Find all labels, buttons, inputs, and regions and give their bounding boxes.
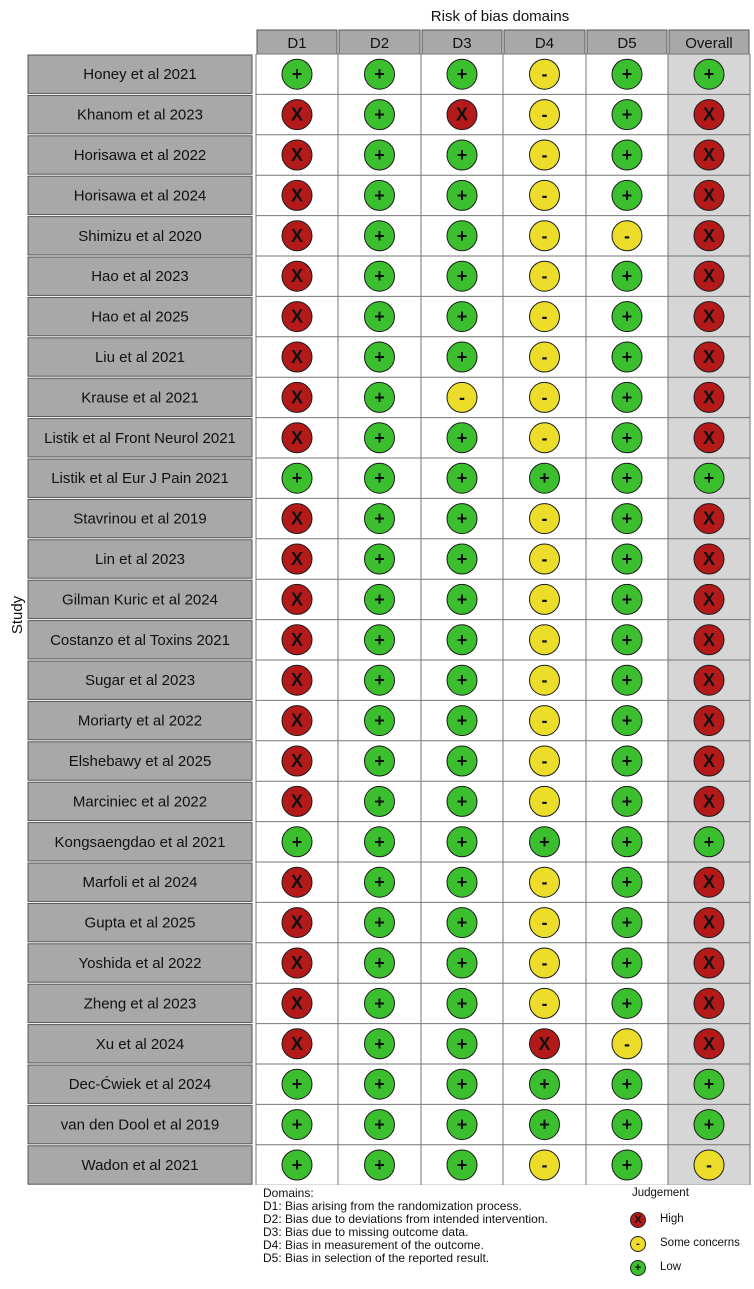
judgement-symbol: + — [621, 912, 633, 933]
judgement-symbol: + — [374, 387, 385, 408]
judgement-symbol: + — [621, 347, 633, 367]
judgement-symbol: + — [374, 791, 385, 812]
domains-legend-item-d3: D3: Bias due to missing outcome data. — [263, 1225, 469, 1239]
judgement-symbol: + — [621, 306, 633, 327]
study-label: Gupta et al 2025 — [84, 914, 196, 932]
judgement-symbol: + — [374, 912, 385, 933]
judgement-symbol: - — [541, 589, 548, 610]
judgement-symbol: - — [541, 225, 548, 246]
study-label: Costanzo et al Toxins 2021 — [50, 631, 230, 649]
judgement-symbol: - — [459, 387, 465, 408]
judgement-symbol: + — [456, 1074, 468, 1095]
judgement-symbol: X — [702, 751, 716, 771]
judgement-symbol: X — [702, 104, 716, 125]
judgement-symbol: + — [621, 64, 633, 85]
high-risk-icon: X — [630, 1212, 646, 1228]
study-label: Marciniec et al 2022 — [72, 793, 208, 811]
domains-legend-item-d5: D5: Bias in selection of the reported result. — [263, 1251, 490, 1265]
judgement-symbol: X — [702, 953, 716, 973]
study-label: Wadon et al 2021 — [81, 1157, 199, 1174]
study-label: Sugar et al 2023 — [84, 672, 196, 690]
y-axis-label: Study — [9, 595, 26, 635]
study-label: Listik et al Eur J Pain 2021 — [51, 470, 229, 488]
judgement-symbol: + — [456, 1114, 468, 1135]
judgement-symbol: X — [290, 589, 304, 610]
judgement-symbol: X — [455, 104, 469, 125]
judgement-symbol: X — [702, 993, 716, 1014]
judgement-symbol: + — [539, 468, 550, 489]
study-label: Elshebawy et al 2025 — [68, 753, 212, 770]
judgement-symbol: + — [456, 953, 468, 973]
judgement-symbol: + — [621, 508, 633, 529]
judgement-symbol: + — [621, 710, 633, 731]
judgement-symbol: X — [702, 1033, 716, 1054]
judgement-symbol: X — [702, 347, 716, 367]
judgement-symbol: X — [702, 872, 716, 893]
judgement-symbol: + — [703, 831, 715, 852]
judgement-symbol: X — [290, 549, 304, 569]
judgement-symbol: + — [456, 751, 468, 771]
judgement-symbol: - — [541, 872, 548, 893]
judgement-symbol: X — [290, 347, 304, 367]
domain-header-row — [257, 30, 749, 54]
judgement-symbol: X — [290, 185, 304, 206]
judgement-symbol: - — [624, 225, 630, 246]
judgement-symbol: + — [374, 225, 385, 246]
judgement-symbol: + — [374, 306, 385, 327]
judgement-symbol: - — [541, 306, 548, 327]
column-header-overall: Overall — [685, 35, 733, 52]
judgement-symbol: - — [541, 912, 548, 933]
judgement-symbol: + — [374, 185, 385, 206]
judgement-symbol: + — [456, 549, 468, 569]
judgement-symbol: - — [541, 993, 548, 1014]
judgement-symbol: - — [541, 64, 548, 85]
judgement-symbol: + — [291, 64, 303, 85]
judgement-symbol: X — [702, 306, 716, 327]
judgement-symbol: + — [374, 670, 385, 691]
judgement-symbol: - — [624, 1033, 630, 1054]
judgement-symbol: + — [374, 1074, 385, 1095]
study-label: Zheng et al 2023 — [83, 995, 197, 1013]
judgement-symbol: + — [621, 791, 633, 812]
judgement-symbol: + — [456, 710, 468, 731]
study-label: Listik et al Front Neurol 2021 — [44, 429, 236, 447]
judgement-symbol: + — [621, 953, 633, 973]
judgement-symbol: + — [374, 549, 385, 569]
study-label: Hao et al 2025 — [91, 308, 189, 326]
judgement-symbol: + — [621, 872, 633, 893]
judgement-symbol: - — [541, 549, 548, 569]
study-label: Dec-Ćwiek et al 2024 — [68, 1076, 212, 1094]
judgement-symbol: - — [706, 1155, 712, 1175]
judgement-symbol: + — [456, 468, 468, 489]
judgement-symbol: X — [702, 145, 716, 165]
judgement-symbol: + — [456, 670, 468, 691]
judgement-symbol: - — [541, 185, 548, 206]
judgement-symbol: X — [702, 791, 716, 812]
judgement-symbol: + — [621, 751, 633, 771]
judgement-symbol: + — [539, 831, 550, 852]
judgement-symbol: + — [374, 710, 385, 731]
judgement-legend-some-label: Some concerns — [660, 1237, 740, 1249]
study-label: Horisawa et al 2024 — [73, 187, 207, 205]
judgement-symbol: + — [456, 993, 468, 1014]
study-label: Kongsaengdao et al 2021 — [54, 833, 226, 851]
judgement-symbol: + — [456, 912, 468, 933]
judgement-symbol: X — [702, 549, 716, 569]
study-label: Shimizu et al 2020 — [78, 227, 202, 245]
study-label: Hao et al 2023 — [91, 268, 189, 286]
judgement-symbol: X — [290, 629, 304, 650]
judgement-symbol: + — [621, 670, 633, 691]
judgement-symbol: - — [541, 670, 548, 691]
judgement-symbol: + — [539, 1114, 550, 1135]
judgement-symbol: + — [621, 993, 633, 1014]
judgement-symbol: - — [541, 953, 548, 973]
judgement-symbol: + — [374, 872, 385, 893]
judgement-symbol: + — [374, 831, 385, 852]
judgement-symbol: + — [703, 1114, 715, 1135]
chart-title: Risk of bias domains — [430, 8, 570, 25]
column-header-d2: D2 — [369, 35, 390, 52]
judgement-symbol: + — [621, 1074, 633, 1095]
judgement-symbol: + — [374, 508, 385, 529]
judgement-symbol: + — [456, 1155, 468, 1175]
judgement-symbol: + — [291, 1114, 303, 1135]
judgement-symbol: X — [290, 104, 304, 125]
judgement-symbol: - — [541, 347, 548, 367]
study-label: Yoshida et al 2022 — [78, 955, 202, 972]
study-label: Xu et al 2024 — [95, 1035, 185, 1053]
column-header-d3: D3 — [452, 35, 472, 52]
study-label: Liu et al 2021 — [94, 349, 186, 366]
judgement-symbol: - — [541, 710, 548, 731]
judgement-symbol: X — [290, 1033, 304, 1054]
judgement-symbol: X — [290, 751, 304, 771]
judgement-symbol: + — [621, 185, 633, 206]
study-label: Krause et al 2021 — [81, 389, 199, 407]
judgement-symbol: + — [456, 347, 468, 367]
judgement-symbol: X — [290, 993, 304, 1014]
judgement-symbol: + — [621, 1155, 633, 1175]
judgement-symbol: + — [374, 953, 385, 973]
judgement-symbol: - — [541, 104, 548, 125]
judgement-symbol: X — [702, 266, 716, 287]
judgement-symbol: + — [374, 468, 385, 489]
judgement-symbol: + — [456, 145, 468, 165]
judgement-symbol: - — [541, 427, 548, 448]
judgement-symbol: + — [374, 751, 385, 771]
judgement-legend-low-label: Low — [660, 1261, 682, 1273]
judgement-symbol: + — [456, 508, 468, 529]
judgement-symbol: + — [456, 791, 468, 812]
low-risk-icon: + — [630, 1260, 646, 1276]
judgement-symbol: X — [290, 427, 304, 448]
study-label-column — [28, 55, 252, 1184]
judgement-symbol: + — [374, 993, 385, 1014]
judgement-symbol: - — [541, 791, 548, 812]
judgement-symbol: X — [290, 710, 304, 731]
judgement-symbol: - — [541, 387, 548, 408]
judgement-symbol: X — [290, 508, 304, 529]
domains-legend-item-d4: D4: Bias in measurement of the outcome. — [263, 1238, 484, 1252]
study-label: Honey et al 2021 — [83, 66, 197, 84]
judgement-symbol: + — [456, 589, 468, 610]
judgement-symbol: + — [703, 1074, 715, 1095]
judgement-symbol: X — [702, 710, 716, 731]
domains-legend — [263, 1187, 548, 1265]
judgement-symbol: X — [702, 670, 716, 691]
judgement-symbol: X — [290, 266, 304, 287]
judgement-symbol: + — [374, 1033, 385, 1054]
judgement-symbol: + — [374, 104, 385, 125]
judgement-legend-title: Judgement — [632, 1187, 689, 1199]
judgement-symbol: + — [456, 1033, 468, 1054]
judgement-symbol: - — [541, 508, 548, 529]
column-header-d4: D4 — [534, 35, 555, 52]
judgement-symbol: + — [374, 629, 385, 650]
judgement-symbol: + — [621, 266, 633, 287]
study-label: Marfoli et al 2024 — [82, 874, 198, 892]
judgement-symbol: + — [291, 1155, 303, 1175]
study-label: Gilman Kuric et al 2024 — [62, 591, 218, 609]
judgement-symbol: + — [374, 347, 385, 367]
judgement-symbol: X — [702, 629, 716, 650]
judgement-symbol: X — [290, 306, 304, 327]
judgement-symbol: + — [621, 427, 633, 448]
judgement-symbol: + — [291, 1074, 303, 1095]
judgement-symbol: + — [621, 831, 633, 852]
judgement-symbol: + — [621, 589, 633, 610]
judgement-symbol: X — [290, 912, 304, 933]
domains-legend-item-d2: D2: Bias due to deviations from intended intervention. — [263, 1212, 548, 1226]
study-label: Moriarty et al 2022 — [77, 712, 203, 730]
judgement-symbol: + — [374, 1114, 385, 1135]
judgement-symbol: - — [541, 1155, 548, 1175]
domains-legend-item-d1: D1: Bias arising from the randomization process. — [263, 1199, 522, 1213]
judgement-symbol: + — [456, 306, 468, 327]
judgement-symbol: + — [374, 427, 385, 448]
judgement-symbol: X — [290, 953, 304, 973]
judgement-legend-high-label: High — [660, 1213, 684, 1225]
judgement-symbol: X — [702, 427, 716, 448]
judgement-symbol: X — [290, 670, 304, 691]
judgement-symbol: + — [621, 387, 633, 408]
judgement-symbol: - — [541, 629, 548, 650]
judgement-symbol: + — [374, 266, 385, 287]
judgement-symbol: + — [456, 266, 468, 287]
judgement-symbol: X — [290, 145, 304, 165]
judgement-symbol: + — [291, 468, 303, 489]
judgement-symbol: + — [374, 64, 385, 85]
judgement-symbol: X — [702, 185, 716, 206]
judgement-symbol: - — [541, 145, 548, 165]
column-header-d1: D1 — [287, 35, 307, 52]
judgement-symbol: - — [541, 751, 548, 771]
judgement-symbol: + — [621, 145, 633, 165]
judgement-symbol: X — [290, 872, 304, 893]
judgement-symbol: + — [621, 549, 633, 569]
judgement-symbol: X — [290, 225, 304, 246]
judgement-symbol: + — [539, 1074, 550, 1095]
study-label: Lin et al 2023 — [94, 551, 186, 568]
study-label: Horisawa et al 2022 — [73, 147, 207, 164]
judgement-symbol: + — [456, 185, 468, 206]
judgement-symbol: + — [456, 872, 468, 893]
domains-legend-title: Domains: — [263, 1186, 314, 1200]
judgement-symbol: + — [374, 145, 385, 165]
judgement-symbol: + — [456, 427, 468, 448]
judgement-symbol: X — [290, 387, 304, 408]
judgement-symbol: + — [291, 831, 303, 852]
judgement-symbol: X — [702, 508, 716, 529]
judgement-symbol: X — [702, 912, 716, 933]
judgement-symbol: + — [456, 629, 468, 650]
judgement-symbol: + — [374, 589, 385, 610]
judgement-symbol: + — [703, 64, 715, 85]
judgement-symbol: X — [290, 791, 304, 812]
judgement-symbol: X — [702, 225, 716, 246]
some-concerns-icon: - — [630, 1236, 646, 1252]
judgement-symbol: X — [702, 589, 716, 610]
judgement-symbol: + — [621, 104, 633, 125]
judgement-symbol: + — [621, 1114, 633, 1135]
study-label: Stavrinou et al 2019 — [73, 510, 207, 528]
study-label: Khanom et al 2023 — [77, 106, 203, 124]
judgement-symbol: + — [703, 468, 715, 489]
judgement-symbol: + — [374, 1155, 385, 1175]
judgement-symbol: + — [456, 64, 468, 85]
judgement-symbol: X — [702, 387, 716, 408]
judgement-symbol: + — [621, 468, 633, 489]
judgement-symbol: + — [456, 831, 468, 852]
judgement-symbol: X — [538, 1033, 551, 1054]
judgement-symbol: + — [456, 225, 468, 246]
judgement-symbol: - — [541, 266, 548, 287]
column-header-d5: D5 — [617, 35, 637, 52]
judgement-symbol: + — [621, 629, 633, 650]
study-label: van den Dool et al 2019 — [60, 1116, 220, 1134]
